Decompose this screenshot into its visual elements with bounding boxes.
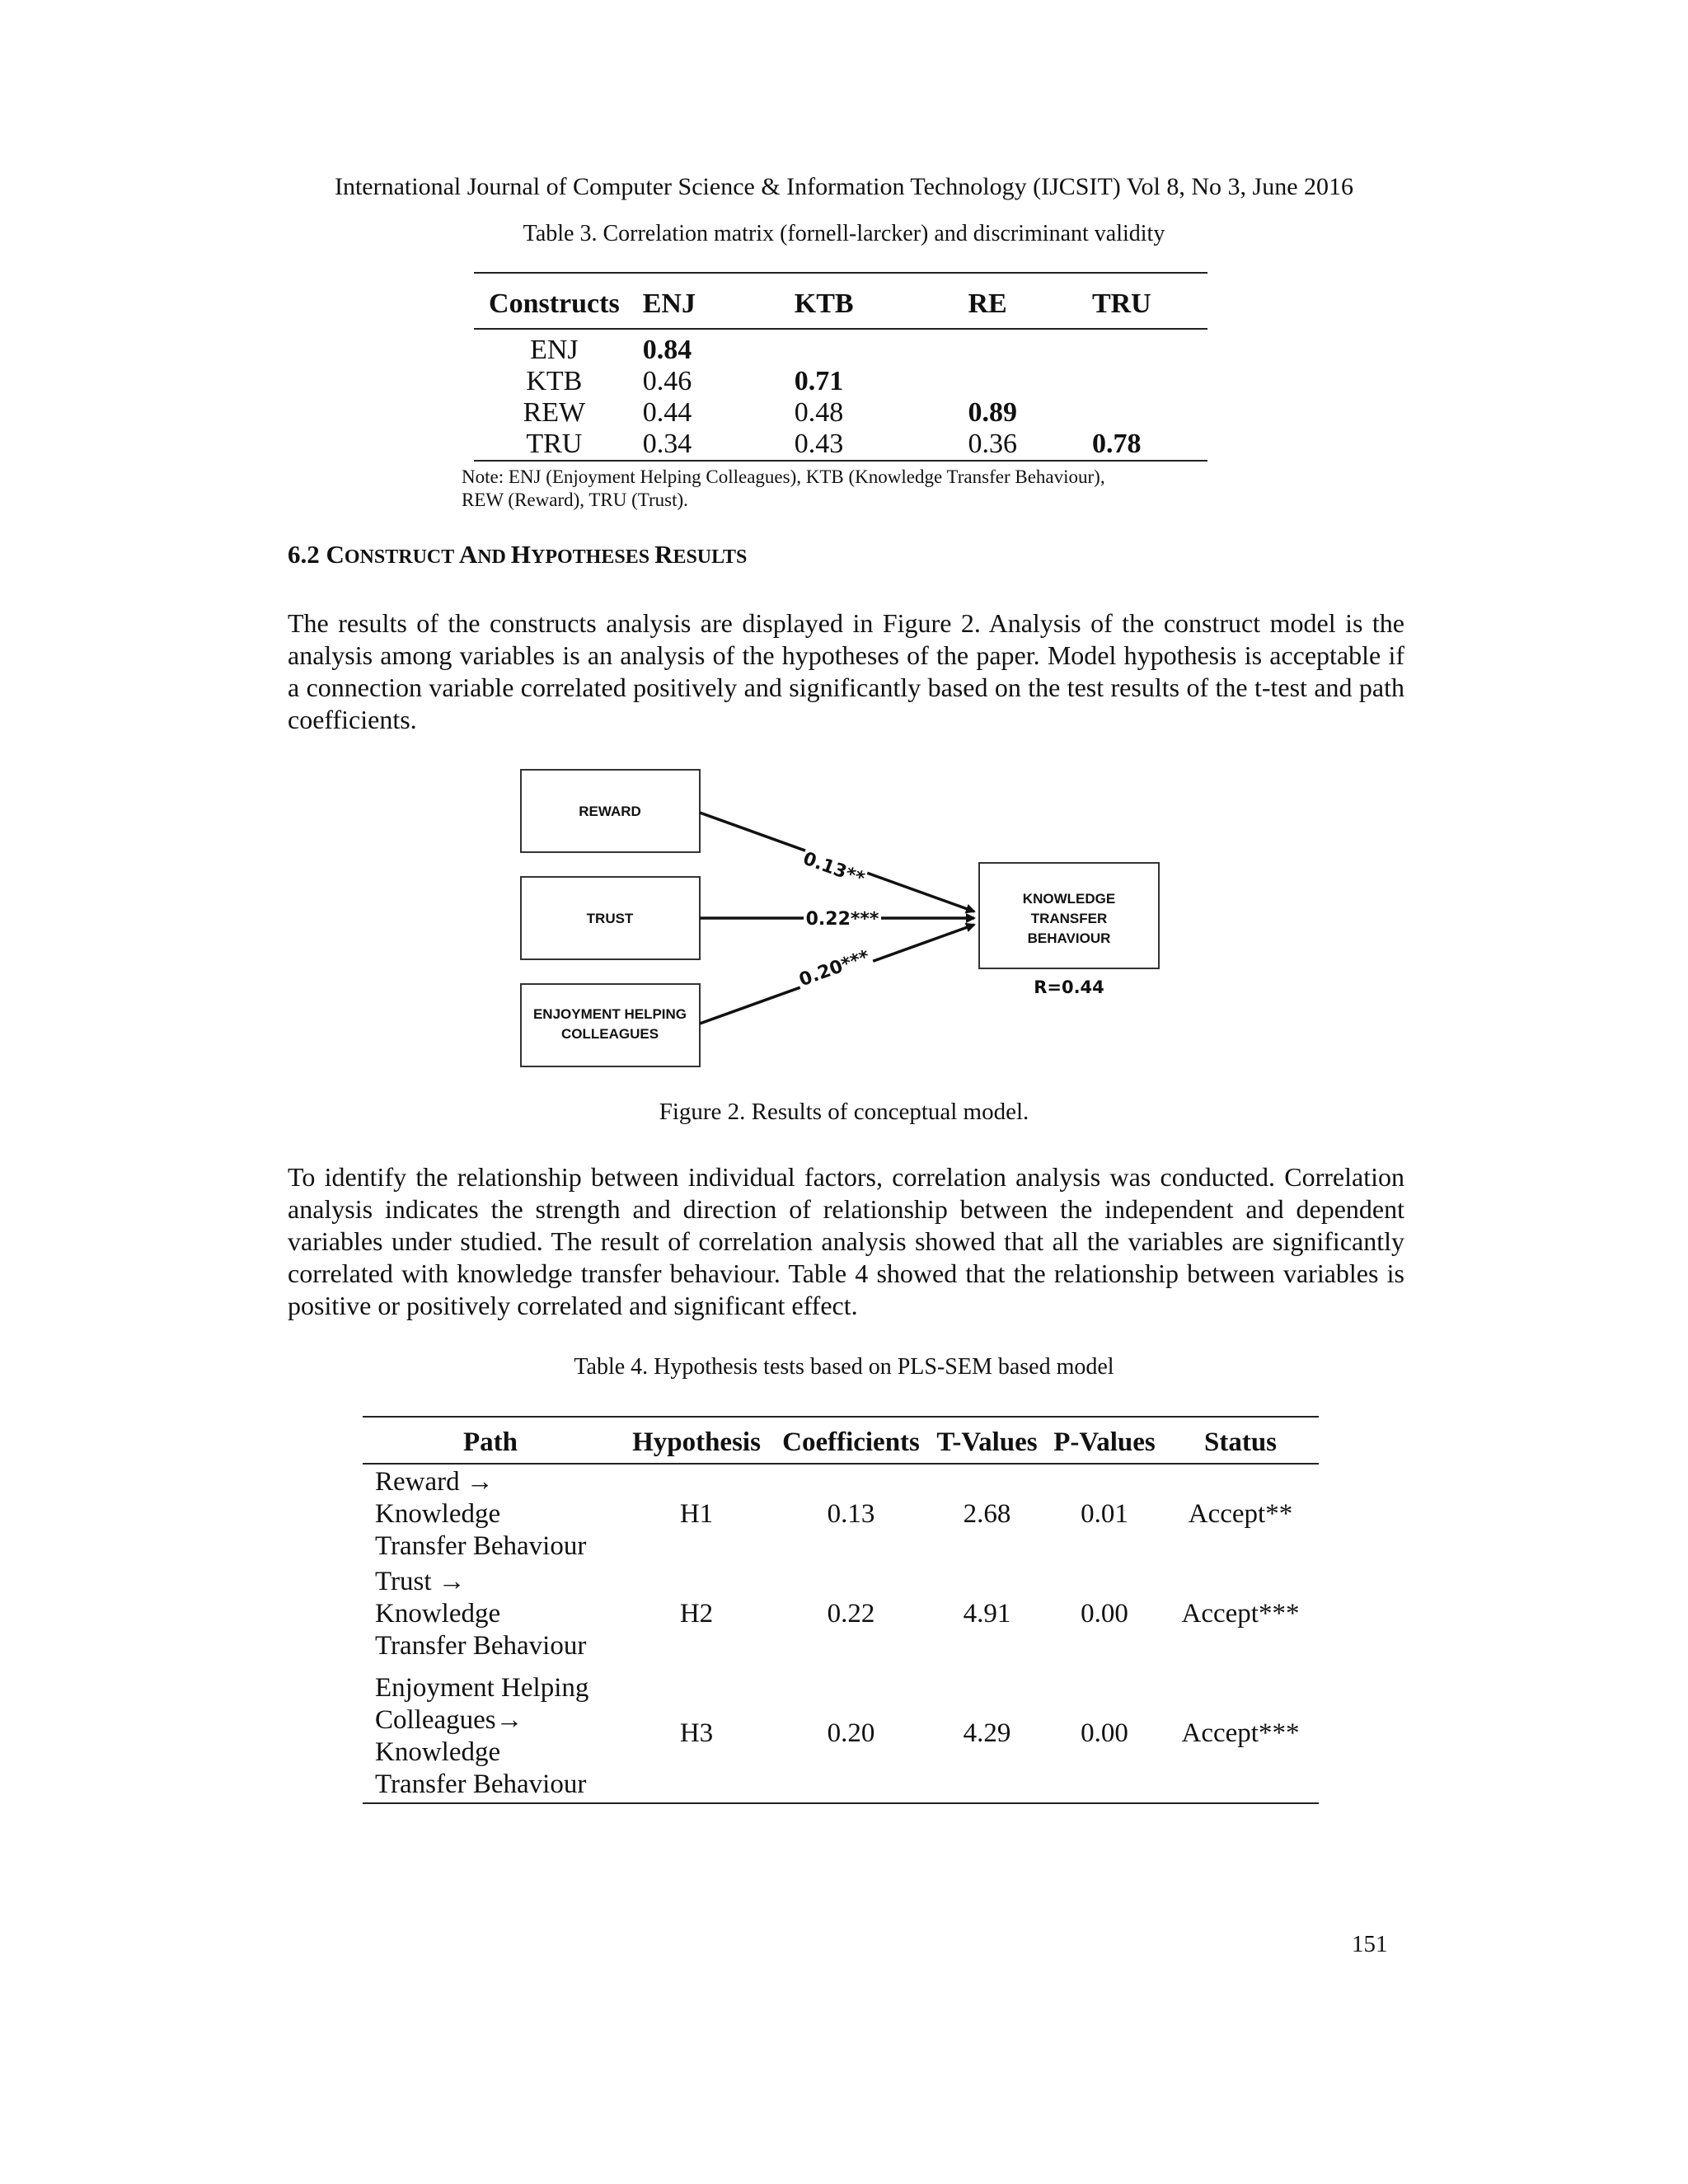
- table3-cell: 0.46: [642, 366, 692, 396]
- reward-box-label: REWARD: [579, 804, 641, 819]
- table4-path-line: Transfer Behaviour: [375, 1631, 587, 1661]
- hypothesis-tests-table: [363, 1416, 1319, 1804]
- table4-path-line: Reward →: [375, 1467, 494, 1497]
- table4-path-line: Enjoyment Helping: [375, 1673, 589, 1703]
- table4-coefficient-cell: 0.13: [827, 1499, 875, 1529]
- section-number: 6.2: [288, 540, 326, 569]
- table4-p-value-cell: 0.00: [1047, 1664, 1162, 1803]
- table3-cell: [1082, 329, 1207, 366]
- section-title-part: R: [654, 540, 673, 569]
- trust-coefficient-label: 0.22***: [805, 909, 879, 930]
- table4-coefficient-cell: 0.20: [775, 1664, 927, 1803]
- table4-path-line: Knowledge: [375, 1599, 501, 1629]
- running-header: International Journal of Computer Science & Information Technology (IJCSIT) Vol 8, No 3, June 2016: [334, 173, 1354, 200]
- figure2-caption: Figure 2. Results of conceptual model.: [659, 1099, 1029, 1125]
- table4-path-cell: [363, 1664, 618, 1803]
- section-title-part: YPOTHESES: [531, 546, 655, 568]
- table4-row: [363, 1564, 1319, 1664]
- enjoyment-box-label-line2: COLLEAGUES: [560, 1026, 659, 1042]
- table3-header-enj: ENJ: [642, 288, 696, 319]
- table4-status-cell: Accept**: [1188, 1499, 1293, 1529]
- table4-p-value-cell: 0.01: [1081, 1499, 1128, 1529]
- table4-t-value-cell: 2.68: [963, 1499, 1011, 1529]
- enjoyment-coefficient-label: 0.20***: [796, 946, 873, 991]
- table3-row: [474, 366, 1207, 397]
- table4-status-cell: Accept***: [1162, 1664, 1319, 1803]
- ktb-box-label-line1: KNOWLEDGE: [1022, 891, 1116, 907]
- table3-cell: 0.89: [968, 397, 1017, 428]
- table3-row-label: TRU: [526, 429, 583, 459]
- table3-cell: 0.48: [794, 397, 844, 428]
- trust-box-label: TRUST: [586, 911, 634, 926]
- section-title-part: H: [510, 540, 532, 569]
- table4-p-value-cell: 0.00: [1081, 1599, 1128, 1629]
- table4-header-hypothesis: Hypothesis: [618, 1417, 775, 1464]
- reward-coefficient-label: 0.13**: [799, 848, 868, 890]
- table3-cell: 0.78: [1091, 429, 1142, 459]
- table4-hypothesis-cell: H3: [618, 1664, 775, 1803]
- correlation-matrix-table: [474, 272, 1207, 462]
- table4-hypothesis-cell: H2: [679, 1599, 714, 1629]
- table3-header-ktb: KTB: [794, 288, 854, 319]
- table3-cell: [1082, 397, 1207, 429]
- table3-cell: 0.44: [642, 397, 692, 428]
- section-heading: [288, 540, 747, 569]
- table4-header-status: Status: [1162, 1417, 1319, 1464]
- paragraph-correlation-analysis: To identify the relationship between individual factors, correlation analysis was conducted. Correlation analysis indicates the strength and direction of relationship between the independent and dependent variables under studied. The result of correlation analysis showed that all the variables are significantly correlated with knowledge transfer behaviour. Table 4 showed that the relationship between variables is positive or positively correlated and significant effect.: [288, 1162, 1404, 1320]
- table4-header-path: Path: [363, 1417, 618, 1464]
- table4-header-coefficients: Coefficients: [775, 1417, 927, 1464]
- table3-note: [462, 466, 1203, 512]
- table4-caption: Table 4. Hypothesis tests based on PLS-SEM based model: [574, 1354, 1114, 1380]
- table3-cell: [917, 366, 1082, 397]
- table4-path-line: Trust →: [375, 1567, 466, 1596]
- table4-path-line: Transfer Behaviour: [375, 1531, 587, 1561]
- table3-caption: Table 3. Correlation matrix (fornell-larcker) and discriminant validity: [523, 221, 1165, 246]
- table4-coefficient-cell: 0.22: [827, 1599, 875, 1629]
- table3-row: [474, 397, 1207, 429]
- table4-status-cell: Accept***: [1181, 1599, 1300, 1629]
- table3-note-line1: Note: ENJ (Enjoyment Helping Colleagues), KTB (Knowledge Transfer Behaviour),: [462, 466, 1105, 487]
- paragraph-results-intro: The results of the constructs analysis are displayed in Figure 2. Analysis of the construct model is the analysis among variables is an analysis of the hypotheses of the paper. Model hypothesis is acceptable if a connection variable correlated positively and significantly based on the test results of the t-test and path coefficients.: [288, 608, 1404, 734]
- section-title-part: ND: [477, 546, 511, 568]
- table3-cell: 0.84: [642, 335, 692, 365]
- table4-t-value-cell: 4.91: [963, 1599, 1011, 1629]
- section-title-part: C: [326, 540, 345, 569]
- table3-header-tru: TRU: [1091, 288, 1151, 319]
- table4-path-line: Colleagues→: [375, 1705, 523, 1735]
- table3-cell: [917, 329, 1082, 366]
- table3-row: [474, 329, 1207, 366]
- table4-hypothesis-cell: H1: [679, 1499, 714, 1529]
- table4-header-p-values: P-Values: [1047, 1417, 1162, 1464]
- table3-cell: 0.43: [794, 429, 844, 459]
- table3-row-label: REW: [523, 397, 586, 428]
- table3-row-label: ENJ: [530, 335, 579, 365]
- table4-path-line: Knowledge: [375, 1499, 501, 1529]
- table3-cell: 0.34: [642, 429, 692, 459]
- table3-cell: 0.36: [968, 429, 1017, 459]
- conceptual-model-diagram: [519, 766, 1179, 1080]
- table3-header-re: RE: [968, 288, 1007, 319]
- table3-header-constructs: Constructs: [489, 288, 620, 319]
- table4-row: [363, 1664, 1319, 1803]
- section-title-part: ONSTRUCT: [344, 546, 459, 568]
- table3-note-line2: REW (Reward), TRU (Trust).: [462, 490, 688, 510]
- section-title-part: ESULTS: [673, 546, 748, 568]
- table3-cell: [757, 329, 917, 366]
- r-value-label: R=0.44: [1034, 977, 1104, 997]
- table3-row-label: KTB: [526, 366, 583, 396]
- section-title-part: A: [458, 540, 478, 569]
- enjoyment-box: [521, 984, 700, 1066]
- table3-row: [474, 429, 1207, 461]
- ktb-box-label-line2: TRANSFER: [1030, 911, 1108, 926]
- table3-cell: 0.71: [794, 366, 844, 396]
- table4-path-cell: [363, 1464, 618, 1564]
- ktb-box-label-line3: BEHAVIOUR: [1027, 930, 1111, 946]
- table3-cell: [1082, 366, 1207, 397]
- enjoyment-box-label-line1: ENJOYMENT HELPING: [532, 1006, 687, 1022]
- table4-path-cell: [363, 1564, 618, 1664]
- table4-row: [363, 1464, 1319, 1564]
- table4-path-line: Knowledge: [375, 1737, 501, 1767]
- table4-path-line: Transfer Behaviour: [375, 1769, 587, 1799]
- page-number: 151: [1352, 1931, 1388, 1957]
- table4-t-value-cell: 4.29: [927, 1664, 1047, 1803]
- table4-header-t-values: T-Values: [927, 1417, 1047, 1464]
